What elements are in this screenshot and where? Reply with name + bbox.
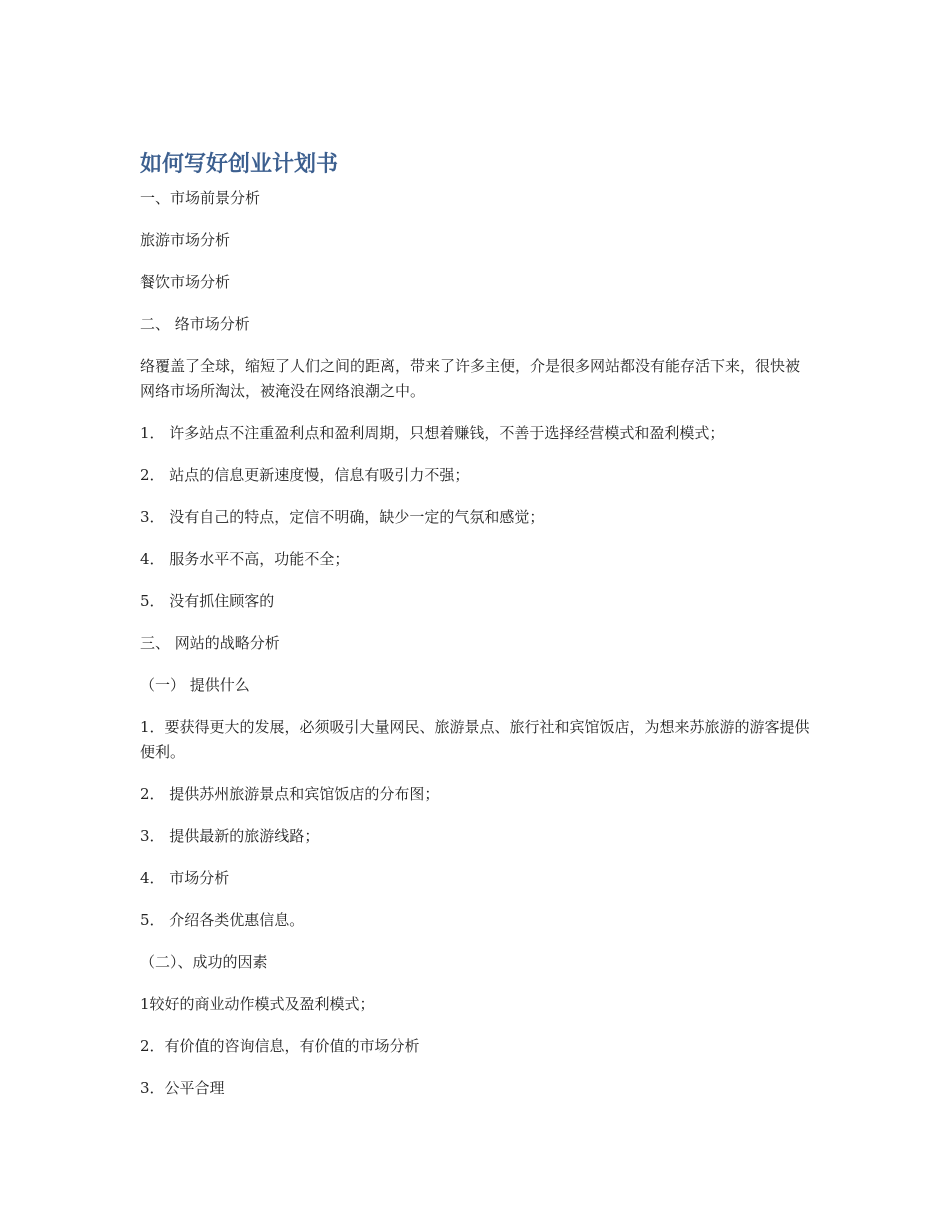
list-item: 3．公平合理 <box>140 1079 225 1097</box>
list-item: 5． 介绍各类优惠信息。 <box>140 911 305 929</box>
list-item: 2．有价值的咨询信息，有价值的市场分析 <box>140 1037 420 1055</box>
document-page <box>140 150 810 1118</box>
list-item: 4． 服务水平不高，功能不全； <box>140 550 350 568</box>
subsection-heading-success-factors: （二）、成功的因素 <box>140 953 268 971</box>
list-item: 2． 提供苏州旅游景点和宾馆饭店的分布图； <box>140 785 440 803</box>
list-item: 4． 市场分析 <box>140 869 230 887</box>
section-heading-strategy: 三、 网站的战略分析 <box>140 634 280 652</box>
list-item: 3． 提供最新的旅游线路； <box>140 827 320 845</box>
list-item: 3． 没有自己的特点，定信不明确，缺少一定的气氛和感觉； <box>140 508 545 526</box>
document-title: 如何写好创业计划书 <box>140 152 339 177</box>
list-item: 1．要获得更大的发展，必须吸引大量网民、旅游景点、旅行社和宾馆饭店，为想来苏旅游的游客提供便利。 <box>140 718 810 761</box>
list-item: 1． 许多站点不注重盈利点和盈利周期，只想着赚钱，不善于选择经营模式和盈利模式； <box>140 424 725 442</box>
section-heading-network-market: 二、 络市场分析 <box>140 315 250 333</box>
paragraph-tourism-market: 旅游市场分析 <box>140 231 231 249</box>
section-heading-market-outlook: 一、市场前景分析 <box>140 189 261 207</box>
paragraph-catering-market: 餐饮市场分析 <box>140 273 231 291</box>
paragraph-network-intro: 络覆盖了全球，缩短了人们之间的距离，带来了许多主便，介是很多网站都没有能存活下来，很快被网络市场所淘汰，被淹没在网络浪潮之中。 <box>140 357 801 400</box>
list-item: 5． 没有抓住顾客的 <box>140 592 275 610</box>
list-item: 1较好的商业动作模式及盈利模式； <box>140 995 375 1013</box>
subsection-heading-offerings: （一） 提供什么 <box>140 676 250 694</box>
list-item: 2． 站点的信息更新速度慢，信息有吸引力不强； <box>140 466 470 484</box>
